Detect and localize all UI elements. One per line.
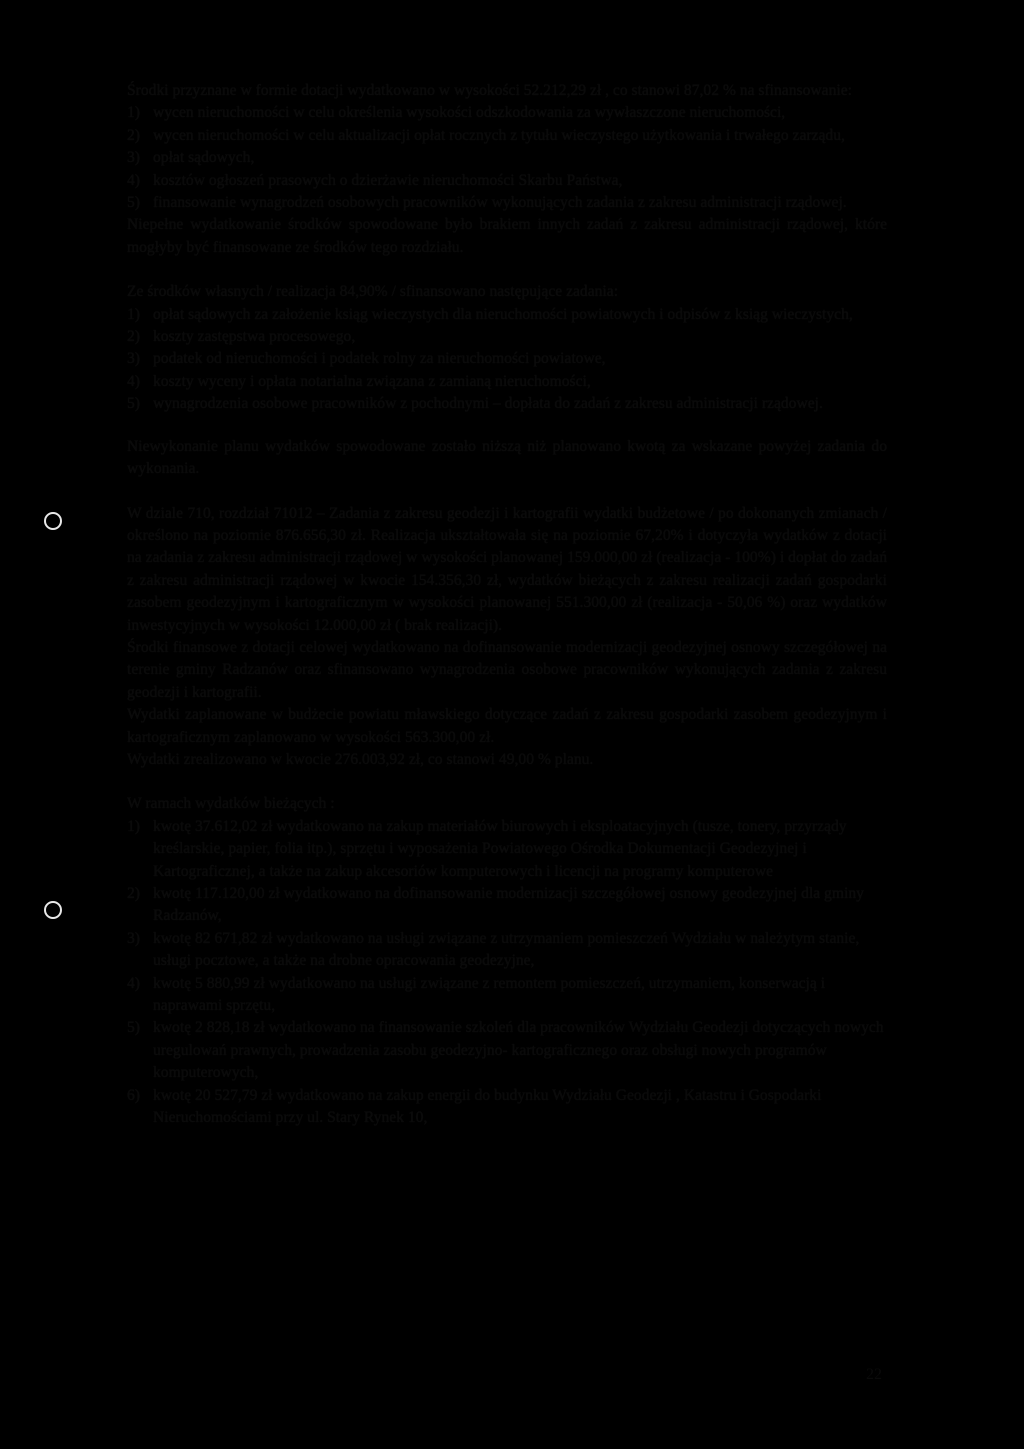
list-item: 4) kwotę 5 880,99 zł wydatkowano na usługi związane z remontem pomieszczeń, utrzymaniem, konserwacją i naprawami sprzętu, xyxy=(127,974,826,1015)
document-body xyxy=(127,80,887,1129)
list-item: 1) kwotę 37.612,02 zł wydatkowano na zakup materiałów biurowych i eksploatacyjnych (tusze, tonery, przyrządy kreślarskie, papier, folia itp.), sprzętu i wyposażenia Powiatowego Ośrodka Dokumentacji Geodezyjnej i Kartograficznej, a także na zakup akcesoriów komputerowych i licencji na programy komputerowe xyxy=(127,817,847,880)
section3-paragraph-4: Wydatki zrealizowano w kwocie 276.003,92 zł, co stanowi 49,00 % planu. xyxy=(127,750,594,768)
list-item: 4) kosztów ogłoszeń prasowych o dzierżawie nieruchomości Skarbu Państwa, xyxy=(127,171,623,189)
section3-paragraph-2: Środki finansowe z dotacji celowej wydatkowano na dofinansowanie modernizacji geodezyjnej osnowy szczegółowej na terenie gminy Radzanów oraz sfinansowano wynagrodzenia osobowe pracowników wykonujących zadania z zakresu geodezji i kartografii. xyxy=(127,638,887,701)
section1-intro: Środki przyznane w formie dotacji wydatkowano w wysokości 52.212,29 zł , co stanowi 87,02 % na sfinansowanie: xyxy=(127,82,852,99)
list-item: 5) kwotę 2 828,18 zł wydatkowano na finansowanie szkoleń dla pracowników Wydziału Geodezji dotyczących nowych uregulowań prawnych, prowadzenia zasobu geodezyjno- kartograficznego oraz obsługi nowych programów komputerowych, xyxy=(127,1019,884,1082)
section3-paragraph-3: Wydatki zaplanowane w budżecie powiatu mławskiego dotyczące zadań z zakresu gospodarki zasobem geodezyjnym i kartograficznym zaplanowano w wysokości 563.300,00 zł. xyxy=(127,706,887,746)
list-item: 3) opłat sądowych, xyxy=(127,149,255,167)
list-item: 3) kwotę 82 671,82 zł wydatkowano na usługi związane z utrzymaniem pomieszczeń Wydziału w należytym stanie, usługi pocztowe, a także na drobne opracowania geodezyjne, xyxy=(127,929,860,970)
list-item: 2) kwotę 117.120,00 zł wydatkowano na dofinansowanie modernizacji szczegółowej osnowy geodezyjnej dla gminy Radzanów, xyxy=(127,885,864,925)
binder-hole-lower xyxy=(44,901,62,919)
binder-hole-upper xyxy=(44,512,62,530)
section4-list xyxy=(127,816,887,1130)
list-item: 1) opłat sądowych za założenie ksiąg wieczystych dla nieruchomości powiatowych i odpisów z ksiąg wieczystych, xyxy=(127,305,853,323)
section3-paragraph-1: W dziale 710, rozdział 71012 – Zadania z zakresu geodezji i kartografii wydatki budżetowe / po dokonanych zmianach / określono na poziomie 876.656,30 zł. Realizacja ukształtowała się na poziomie 67,20% i dotyczyła wydatków z dotacji na zadania z zakresu administracji rządowej w wysokości planowanej 159.000,00 zł (realizacja - 100%) i dopłat do zadań z zakresu administracji rządowej w kwocie 154.356,30 zł, wydatków bieżących z zakresu realizacji zadań gospodarki zasobem geodezyjnym i kartograficznym w wysokości planowanej 551.300,00 zł (realizacja - 50,06 %) oraz wydatków inwestycyjnych w wysokości 12.000,00 zł ( brak realizacji). xyxy=(127,504,887,634)
list-item: 6) kwotę 20 527,79 zł wydatkowano na zakup energii do budynku Wydziału Geodezji , Katastru i Gospodarki Nieruchomościami przy ul. Stary Rynek 10, xyxy=(127,1086,822,1127)
page-number: 22 xyxy=(866,1366,882,1383)
list-item: 4) koszty wyceny i opłata notarialna związana z zamianą nieruchomości, xyxy=(127,372,591,390)
list-item: 2) wycen nieruchomości w celu aktualizacji opłat rocznych z tytułu wieczystego użytkowania i trwałego zarządu, xyxy=(127,126,845,144)
section1-list xyxy=(127,102,887,214)
list-item: 3) podatek od nieruchomości i podatek rolny za nieruchomości powiatowe, xyxy=(127,350,606,368)
list-item: 5) finansowanie wynagrodzeń osobowych pracowników wykonujących zadania z zakresu administracji rządowej. xyxy=(127,194,847,212)
section2-list xyxy=(127,304,887,416)
list-item: 1) wycen nieruchomości w celu określenia wysokości odszkodowania za wywłaszczone nieruchomości, xyxy=(127,104,786,122)
section2-closing: Niewykonanie planu wydatków spowodowane zostało niższą niż planowano kwotą za wskazane powyżej zadania do wykonania. xyxy=(127,437,887,478)
section4-intro: W ramach wydatków bieżących : xyxy=(127,795,335,813)
section1-closing: Niepełne wydatkowanie środków spowodowane było brakiem innych zadań z zakresu administracji rządowej, które mogłyby być finansowane ze środków tego rozdziału. xyxy=(127,216,887,256)
list-item: 5) wynagrodzenia osobowe pracowników z pochodnymi – dopłata do zadań z zakresu administracji rządowej. xyxy=(127,395,823,413)
section2-intro: Ze środków własnych / realizacja 84,90% / sfinansowano następujące zadania: xyxy=(127,283,619,301)
list-item: 2) koszty zastępstwa procesowego, xyxy=(127,328,356,346)
